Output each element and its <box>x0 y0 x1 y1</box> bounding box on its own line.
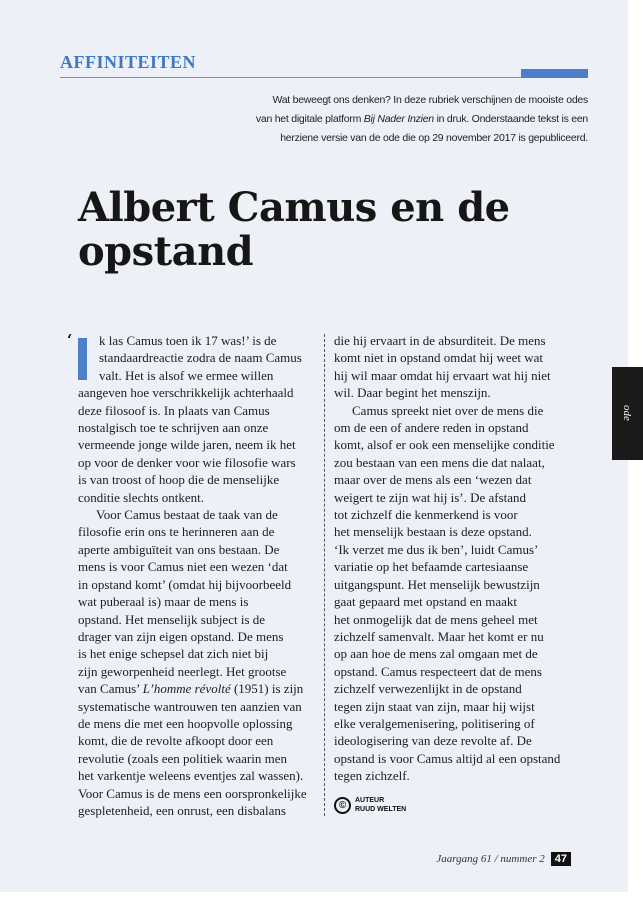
article-title: Albert Camus en de opstand <box>78 184 510 275</box>
text-line: filosofie erin ons te herinneren aan de <box>78 524 275 540</box>
text-line: wil. Daar begint het menszijn. <box>334 385 491 401</box>
article-column-right <box>334 332 572 785</box>
text-line: tegen zichzelf. <box>334 768 410 784</box>
text-line: komt, die de revolte afkoopt door een <box>78 733 274 749</box>
text-line: aangeven hoe verschrikkelijk achterhaald <box>78 385 294 401</box>
author-credit <box>334 796 406 814</box>
text-line: wat puberaal is) maar de mens is <box>78 594 249 610</box>
copyright-icon: © <box>334 797 351 814</box>
author-name: RUUD WELTEN <box>355 806 407 813</box>
text-line: het varkentje weleens eventjes zal wassen). <box>78 768 304 784</box>
text-line: tegen zijn staat van zijn, maar hij wijst <box>334 698 535 714</box>
text-line: tot zichzelf die kenmerkend is voor <box>334 507 518 523</box>
section-label: AFFINITEITEN <box>60 52 197 72</box>
text-line: zijn geworpenheid neerlegt. Het grootse <box>78 663 287 679</box>
text-line: zichzelf samenvalt. Maar het komt er nu <box>334 628 544 644</box>
text-line: opstand is voor Camus altijd al een opstand <box>334 750 561 766</box>
text-line: op voor de denker voor wie filosofie wars <box>78 454 296 470</box>
text-line: uitgangspunt. Het menselijk bewustzijn <box>334 576 540 592</box>
header-accent-block <box>521 69 588 78</box>
text-line: valt. Het is alsof we ermee willen <box>99 367 274 383</box>
text-line: Voor Camus bestaat de taak van de <box>96 507 278 523</box>
platform-name: Bij Nader Inzien <box>363 113 434 125</box>
text-line: nostalgisch toe te schrijven aan onze <box>78 420 269 436</box>
text-line: deze filosoof is. In plaats van Camus <box>78 402 270 418</box>
text-line: elke veralgemenisering, politisering of <box>334 715 535 731</box>
text-line: op aan hoe de mens zal omgaan met de <box>334 646 538 662</box>
text-line: systematische wantrouwen ten aanzien van <box>78 698 302 714</box>
header-rule <box>60 77 588 78</box>
text-line: komt, alsof er ook een menselijke conditie <box>334 437 555 453</box>
text-line: k las Camus toen ik 17 was!’ is de <box>99 333 277 348</box>
text-segment: (1951) is zijn <box>233 681 304 697</box>
text-line: die hij ervaart in de absurditeit. De mens <box>334 333 546 348</box>
text-line: opstand. Camus respecteert dat de mens <box>334 663 542 679</box>
text-line: gaat gepaard met opstand en maakt <box>334 594 518 610</box>
text-line: zou bestaan van een mens die dat nalaat, <box>334 454 545 470</box>
book-title: L’homme révolté <box>142 681 231 697</box>
page-footer <box>436 852 571 866</box>
text-line <box>78 680 316 697</box>
text-line: ‘Ik verzet me dus ik ben’, luidt Camus’ <box>334 541 539 557</box>
text-line: weigert te zijn wat hij is’. De afstand <box>334 489 527 505</box>
text-line: mens is voor Camus niet een wezen ‘dat <box>78 559 288 575</box>
text-line: hij wil maar omdat hij ervaart wat hij niet <box>334 367 551 383</box>
text-line: revolutie (zoals een politiek waarin men <box>78 750 288 766</box>
text-line: maar over de mens als een ‘wezen dat <box>334 472 532 488</box>
intro-line <box>208 110 588 129</box>
side-tab-label: ode <box>621 405 633 421</box>
text-line: ideologisering van deze revolte af. De <box>334 733 532 749</box>
text-line: het menselijk bestaan is deze opstand. <box>334 524 532 540</box>
text-line: vermeende jonge wilde jaren, neem ik het <box>78 437 296 453</box>
text-line: gespletenheid, een onrust, een disbalans <box>78 802 286 818</box>
author-label: AUTEUR <box>355 797 385 804</box>
text-line: opstand. Het menselijk subject is de <box>78 611 266 627</box>
article-column-left <box>78 332 316 819</box>
text-line: variatie op het befaamde cartesiaanse <box>334 559 529 575</box>
page-number: 47 <box>551 852 571 866</box>
text-line: conditie slechts ontkent. <box>78 489 205 505</box>
text-line: is van troost of hoop die de menselijke <box>78 472 280 488</box>
intro-text-segment: van het digitale platform <box>255 113 364 125</box>
text-line: zichzelf verwezenlijkt in de opstand <box>334 681 522 697</box>
intro-text <box>208 91 588 148</box>
text-line: om de een of andere reden in opstand <box>334 420 529 436</box>
text-segment: van Camus’ <box>78 681 143 697</box>
intro-line: herziene versie van de ode die op 29 november 2017 is gepubliceerd. <box>280 132 588 144</box>
text-line: de mens die met een hoopvolle oplossing <box>78 715 293 731</box>
opening-quote-mark: ‘ <box>67 331 73 349</box>
intro-text-segment: in druk. Onderstaande tekst is een <box>433 113 588 125</box>
text-line: aperte ambiguïteit van ons bestaan. De <box>78 541 280 557</box>
intro-line: Wat beweegt ons denken? In deze rubriek verschijnen de mooiste odes <box>272 94 588 106</box>
text-line: Camus spreekt niet over de mens die <box>352 402 544 418</box>
text-line: komt niet in opstand omdat hij weet wat <box>334 350 544 366</box>
text-line: drager van zijn eigen opstand. De mens <box>78 628 284 644</box>
text-line: in opstand komt’ (omdat hij bijvoorbeeld <box>78 576 292 592</box>
column-divider <box>324 334 325 816</box>
author-names <box>355 796 406 814</box>
text-line: standaardreactie zodra de naam Camus <box>99 350 302 366</box>
text-line: Voor Camus is de mens een oorspronkelijke <box>78 785 307 801</box>
text-line: het onmogelijk dat de mens geheel met <box>334 611 538 627</box>
section-side-tab <box>612 367 643 460</box>
text-line: is het enige schepsel dat zich niet bij <box>78 646 269 662</box>
issue-info: Jaargang 61 / nummer 2 <box>436 853 545 865</box>
